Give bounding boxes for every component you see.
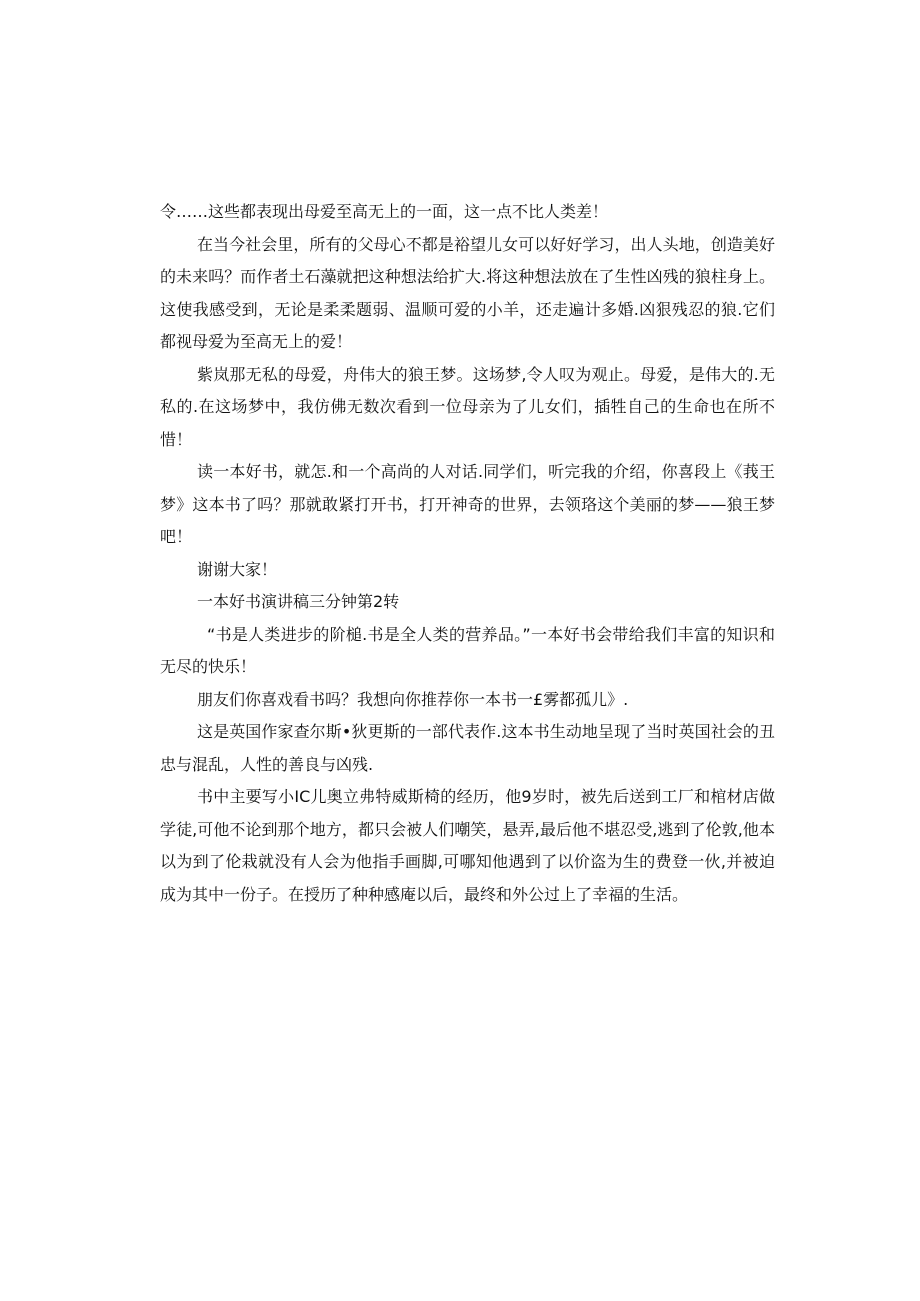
paragraph-quote: “书是人类进步的阶槌.书是全人类的营养品。”一本好书会带给我们丰富的知识和无尽的快乐！ xyxy=(160,624,775,676)
paragraph-story-summary: 书中主要写小IC儿奥立弗特威斯椅的经历，他9岁时，被先后送到工厂和棺材店做学徒,可他不论到那个地方，都只会被人们嘲笑，悬弄,最后他不堪忍受,逃到了伦敦,他本以为到了伦栽就没有人会为他指手画脚,可哪知他遇到了以价盗为生的费登一伙,并被迫成为其中一份子。在授历了种种感庵以后，最终和外公过上了幸福的生活。 xyxy=(160,787,775,904)
document-body xyxy=(160,196,775,911)
paragraph-thanks: 谢谢大家！ xyxy=(197,559,278,579)
paragraph-author-intro: 这是英国作家查尔斯•狄更斯的一部代表作.这本书生动地呈现了当时英国社会的丑忠与混乱，人性的善良与凶残. xyxy=(160,722,775,774)
paragraph-zilan-love: 紫岚那无私的母爱，舟伟大的狼王梦。这场梦,令人叹为观止。母爱，是伟大的.无私的.在这场梦中，我仿佛无数次看到一位母亲为了儿女们，插牲自己的生命也在所不惜！ xyxy=(160,364,775,449)
section-heading: 一本好书演讲稿三分钟第2转 xyxy=(197,592,400,611)
paragraph-continuation: 令……这些都表现出母爱至高无上的一面，这一点不比人类差！ xyxy=(160,202,609,221)
paragraph-parents-hope: 在当今社会里，所有的父母心不都是裕望儿女可以好好学习，出人头地，创造美好的未来吗？而作者土石藻就把这种想法给扩大.将这种想法放在了生性凶残的狼柱身上。这使我感受到，无论是柔柔题弱、温顺可爱的小羊，还走遍计多婚.凶狠残忍的狼.它们都视母爱为至高无上的爱！ xyxy=(160,234,775,351)
paragraph-read-good-book: 读一本好书，就怎.和一个高尚的人对话.同学们，听完我的介绍，你喜段上《莪王梦》这本书了吗？那就敢紧打开书，打开神奇的世界，去领珞这个美丽的梦——狼王梦吧！ xyxy=(160,462,775,546)
paragraph-recommend: 朋友们你喜戏看书吗？我想向你推荐你一本书一£雾都孤儿》. xyxy=(197,689,629,709)
